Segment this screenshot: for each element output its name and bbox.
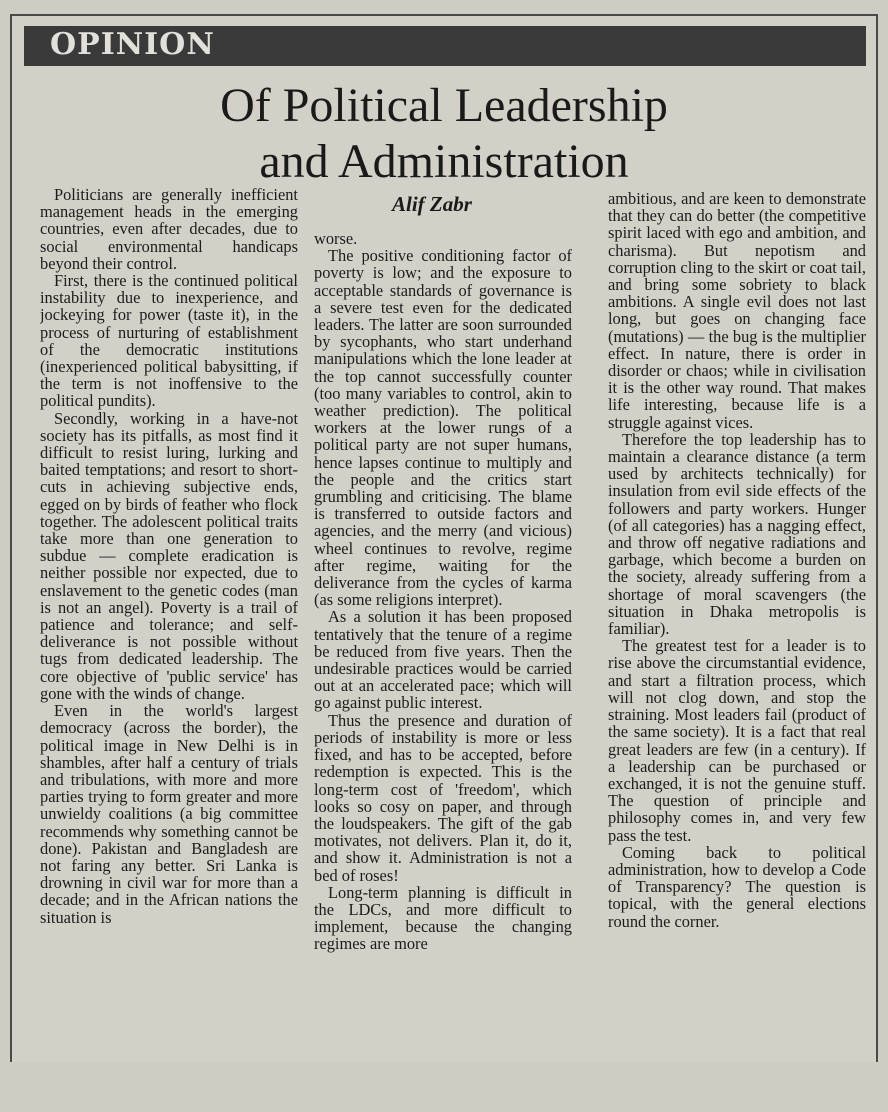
- paragraph: Long-term planning is difficult in the LDCs, and more difficult to implement, because the changing regimes are more: [314, 882, 572, 954]
- paragraph: Even in the world's largest democracy (across the border), the political image in New Delhi is in shambles, after half a century of trials and tribulations, with more and more parties trying to form greater and more unwieldy coalitions (a big committee recommends why something cannot be done). Pakistan and Bangladesh are not faring any better. Sri Lanka is drowning in civil war for more than a decade; and in the African nations the situation is: [40, 701, 298, 927]
- paragraph: First, there is the continued political instability due to inexperience, and jockeying for power (taste it), in the process of nurturing of establishment of the democratic institutions (inexperienced political babysitting, if the term is not inoffensive to the political pundits).: [40, 271, 298, 411]
- paragraph: Secondly, working in a have-not society has its pitfalls, as most find it difficult to resist luring, lurking and baited temptations; and resort to short-cuts in achieving subjective ends, egged on by birds of feather who flock together. The adolescent political traits take more than one generation to subdue — complete eradication is neither possible nor expected, due to enslavement to the genetic codes (man is not an angel). Poverty is a trail of patience and tolerance; and self-deliverance is not possible without tugs from dedicated leadership. The core objective of 'public service' has gone with the winds of change.: [40, 408, 298, 703]
- column-1: [40, 186, 298, 1068]
- headline-line-2: and Administration: [259, 135, 629, 188]
- paragraph: Thus the presence and duration of periods of instability is more or less fixed, and has to be accepted, before redemption is expected. This is the long-term cost of 'freedom', which looks so cosy on paper, and through the loudspeakers. The gift of the gab motivates, not delivers. Plan it, do it, and show it. Administration is not a bed of roses!: [314, 710, 572, 885]
- byline: Alif Zabr: [392, 192, 472, 216]
- paragraph: Therefore the top leadership has to maintain a clearance distance (a term used by architects technically) for insulation from evil side effects of the followers and party workers. Hunger (of all categories) has a nagging effect, and throw off negative radiations and garbage, which become a burden on the society, already suffering from a shortage of moral scavengers (the situation in Dhaka metropolis is familiar).: [608, 429, 866, 639]
- section-label: OPINION: [50, 27, 215, 62]
- paragraph: The positive conditioning factor of poverty is low; and the exposure to acceptable standards of governance is a severe test even for the dedicated leaders. The latter are soon surrounded by sycophants, who start underhand manipulations which the lone leader at the top cannot successfully counter (too many variables to control, akin to weather prediction). The political workers at the lower rungs of a political party are not super humans, hence lapses continue to multiply and the people and the critics start grumbling and criticising. The blame is transferred to outside factors and agencies, and the merry (and vicious) wheel continues to revolve, regime after regime, waiting for the deliverance from the cycles of karma (as some religions interpret).: [314, 246, 572, 610]
- paragraph: The greatest test for a leader is to rise above the circumstantial evidence, and start a filtration process, which will not clog down, and stop the straining. Most leaders fail (product of the same society). It is a fact that real great leaders are few (in a century). If a leadership can be purchased or exchanged, it is not the genuine stuff. The question of principle and philosophy comes in, and very few pass the test.: [608, 636, 866, 845]
- column-3: [608, 190, 866, 1072]
- paragraph: worse.: [314, 230, 358, 248]
- section-banner: [24, 26, 866, 66]
- headline-line-1: Of Political Leadership: [220, 79, 668, 132]
- paragraph: As a solution it has been proposed tentatively that the tenure of a regime be reduced from five years. Then the undesirable practices would be carried out at an accelerated pace; which will go against public interest.: [314, 607, 572, 713]
- column-2: [314, 230, 572, 1112]
- article-page: [10, 14, 878, 1062]
- paragraph: Coming back to political administration, how to develop a Code of Transparency? The question is topical, with the general elections round the corner.: [608, 842, 866, 931]
- paragraph: Politicians are generally inefficient management heads in the emerging countries, even after decades, due to social environmental handicaps beyond their control.: [40, 186, 298, 273]
- paragraph: ambitious, and are keen to demonstrate that they can do better (the competitive spirit laced with ego and ambition, and charisma). But nepotism and corruption cling to the skirt or coat tail, and bring some sobriety to black ambitions. A single evil does not last long, but goes on changing face (mutations) — the bug is the multiplier effect. In nature, there is order in disorder or chaos; while in civilisation it is the other way round. That makes life interesting, because life is a struggle against vices.: [608, 190, 866, 432]
- headline: [12, 78, 876, 190]
